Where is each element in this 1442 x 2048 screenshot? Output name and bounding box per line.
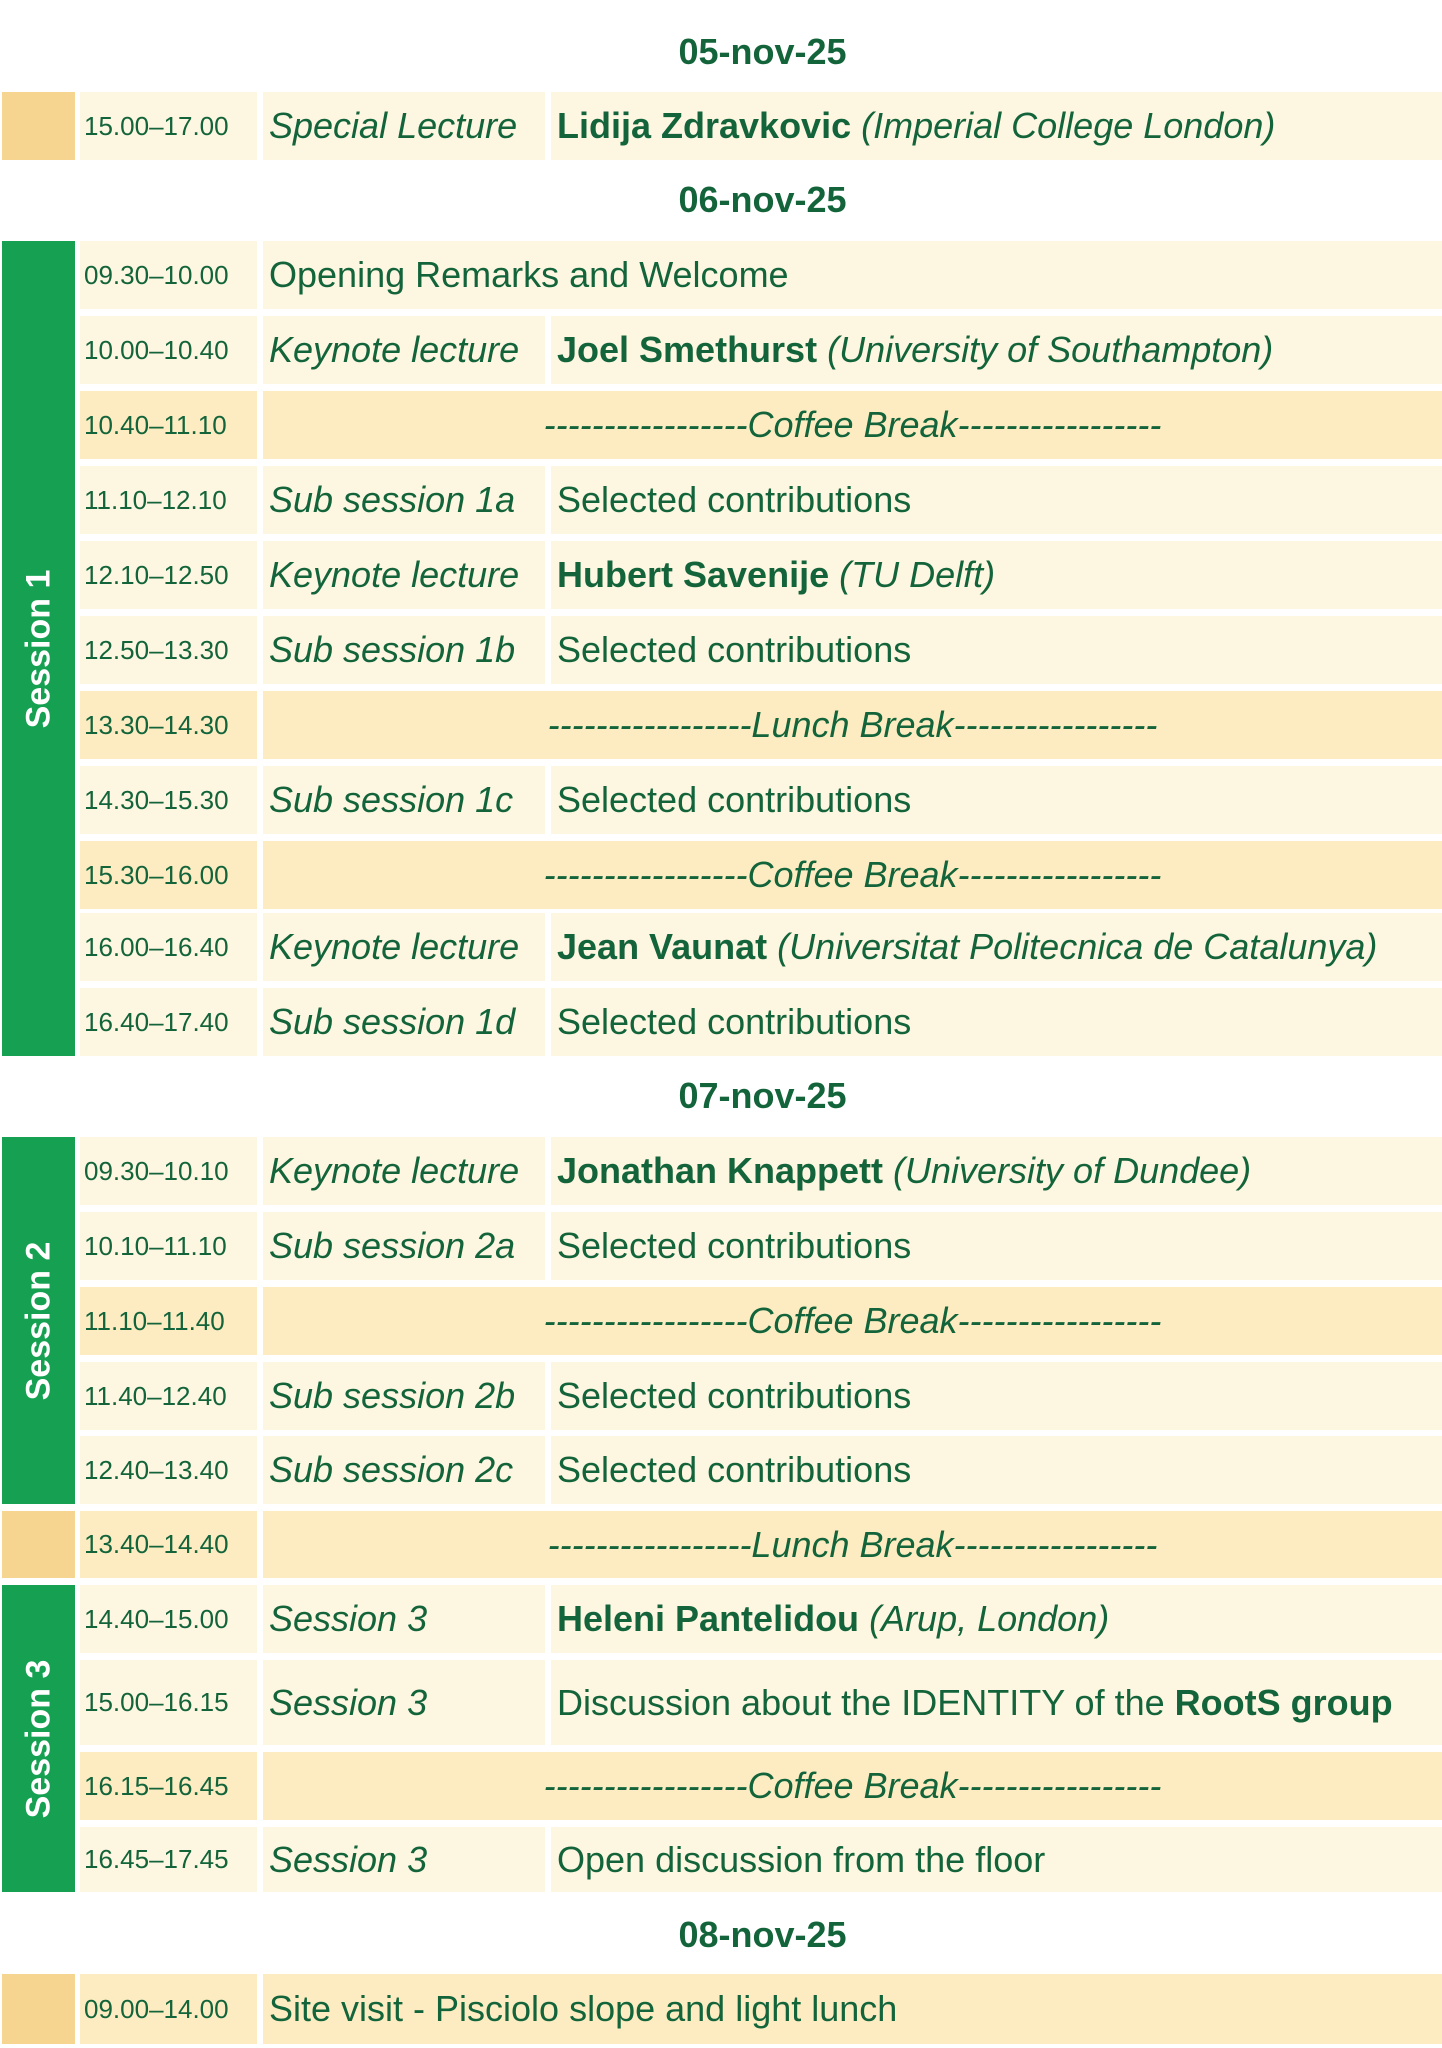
row-type: Sub session 2b bbox=[263, 1362, 545, 1430]
speaker-name: Joel Smethurst bbox=[557, 329, 818, 370]
row-type: Sub session 1d bbox=[263, 988, 545, 1056]
speaker-affiliation: (TU Delft) bbox=[839, 554, 996, 595]
speaker-affiliation: (Arup, London) bbox=[869, 1598, 1110, 1639]
row-type: Sub session 1c bbox=[263, 766, 545, 834]
session-label: Session 2 bbox=[19, 1241, 57, 1400]
session-bar-3 bbox=[2, 1585, 75, 1892]
side-marker bbox=[2, 1511, 75, 1578]
side-marker bbox=[2, 92, 75, 160]
row-time: 11.10–11.40 bbox=[80, 1287, 257, 1355]
break-label: -----------------Coffee Break----------------- bbox=[263, 391, 1442, 459]
row-time: 16.00–16.40 bbox=[80, 913, 257, 981]
row-time: 16.15–16.45 bbox=[80, 1752, 257, 1820]
date-heading: 06-nov-25 bbox=[678, 179, 847, 220]
row-time: 14.30–15.30 bbox=[80, 766, 257, 834]
break-label: -----------------Coffee Break----------------- bbox=[263, 1752, 1442, 1820]
speaker-name: Jean Vaunat bbox=[557, 926, 768, 967]
speaker-affiliation: (University of Southampton) bbox=[827, 329, 1274, 370]
row-description: Selected contributions bbox=[551, 766, 1442, 834]
row-description: Open discussion from the floor bbox=[551, 1827, 1442, 1892]
row-time: 11.40–12.40 bbox=[80, 1362, 257, 1430]
row-time: 10.40–11.10 bbox=[80, 391, 257, 459]
row-description bbox=[551, 541, 1442, 609]
row-time: 09.30–10.10 bbox=[80, 1137, 257, 1205]
session-label: Session 3 bbox=[19, 1659, 57, 1818]
speaker-affiliation: (University of Dundee) bbox=[893, 1150, 1252, 1191]
row-time: 10.00–10.40 bbox=[80, 316, 257, 384]
date-heading: 07-nov-25 bbox=[678, 1075, 847, 1116]
speaker-name: Lidija Zdravkovic bbox=[557, 105, 852, 146]
speaker-name: Jonathan Knappett bbox=[557, 1150, 884, 1191]
row-type: Keynote lecture bbox=[263, 1137, 545, 1205]
discussion-text: Discussion about the IDENTITY of the bbox=[557, 1681, 1165, 1723]
row-type: Keynote lecture bbox=[263, 316, 545, 384]
row-time: 11.10–12.10 bbox=[80, 466, 257, 534]
row-type: Session 3 bbox=[263, 1585, 545, 1653]
row-description bbox=[551, 1137, 1442, 1205]
row-description: Selected contributions bbox=[551, 1212, 1442, 1280]
row-description: Selected contributions bbox=[551, 616, 1442, 684]
break-label: -----------------Lunch Break----------------- bbox=[263, 691, 1442, 759]
break-label: -----------------Lunch Break----------------- bbox=[263, 1511, 1442, 1578]
row-description: Selected contributions bbox=[551, 1436, 1442, 1504]
side-marker bbox=[2, 1974, 75, 2044]
group-name: RootS group bbox=[1174, 1681, 1393, 1723]
date-heading: 08-nov-25 bbox=[678, 1914, 847, 1955]
session-bar-1 bbox=[2, 241, 75, 1056]
row-description bbox=[551, 316, 1442, 384]
break-label: -----------------Coffee Break----------------- bbox=[263, 841, 1442, 909]
row-time: 12.40–13.40 bbox=[80, 1436, 257, 1504]
row-time: 12.50–13.30 bbox=[80, 616, 257, 684]
row-description: Selected contributions bbox=[551, 1362, 1442, 1430]
row-description bbox=[551, 913, 1442, 981]
row-type: Sub session 2a bbox=[263, 1212, 545, 1280]
break-label: -----------------Coffee Break----------------- bbox=[263, 1287, 1442, 1355]
row-description bbox=[551, 1660, 1442, 1745]
speaker-name: Hubert Savenije bbox=[557, 554, 830, 595]
speaker-name: Heleni Pantelidou bbox=[557, 1598, 860, 1639]
row-time: 15.00–16.15 bbox=[80, 1660, 257, 1745]
row-time: 13.40–14.40 bbox=[80, 1511, 257, 1578]
session-label: Session 1 bbox=[19, 569, 57, 728]
row-type: Session 3 bbox=[263, 1660, 545, 1745]
row-description: Selected contributions bbox=[551, 466, 1442, 534]
row-description bbox=[551, 92, 1442, 160]
date-heading: 05-nov-25 bbox=[678, 31, 847, 72]
row-time: 15.00–17.00 bbox=[80, 92, 257, 160]
row-type: Special Lecture bbox=[263, 92, 545, 160]
row-time: 13.30–14.30 bbox=[80, 691, 257, 759]
row-description: Selected contributions bbox=[551, 988, 1442, 1056]
row-description: Site visit - Pisciolo slope and light lunch bbox=[263, 1974, 1442, 2044]
row-type: Sub session 1a bbox=[263, 466, 545, 534]
row-type: Session 3 bbox=[263, 1827, 545, 1892]
row-description bbox=[551, 1585, 1442, 1653]
row-time: 16.45–17.45 bbox=[80, 1827, 257, 1892]
row-time: 09.00–14.00 bbox=[80, 1974, 257, 2044]
row-time: 15.30–16.00 bbox=[80, 841, 257, 909]
row-type: Keynote lecture bbox=[263, 913, 545, 981]
speaker-affiliation: (Universitat Politecnica de Catalunya) bbox=[777, 926, 1378, 967]
session-bar-2 bbox=[2, 1137, 75, 1504]
row-time: 14.40–15.00 bbox=[80, 1585, 257, 1653]
row-type: Sub session 2c bbox=[263, 1436, 545, 1504]
speaker-affiliation: (Imperial College London) bbox=[861, 105, 1276, 146]
row-time: 09.30–10.00 bbox=[80, 241, 257, 309]
row-time: 12.10–12.50 bbox=[80, 541, 257, 609]
row-time: 10.10–11.10 bbox=[80, 1212, 257, 1280]
row-type: Sub session 1b bbox=[263, 616, 545, 684]
row-time: 16.40–17.40 bbox=[80, 988, 257, 1056]
row-type: Keynote lecture bbox=[263, 541, 545, 609]
row-description: Opening Remarks and Welcome bbox=[263, 241, 1442, 309]
